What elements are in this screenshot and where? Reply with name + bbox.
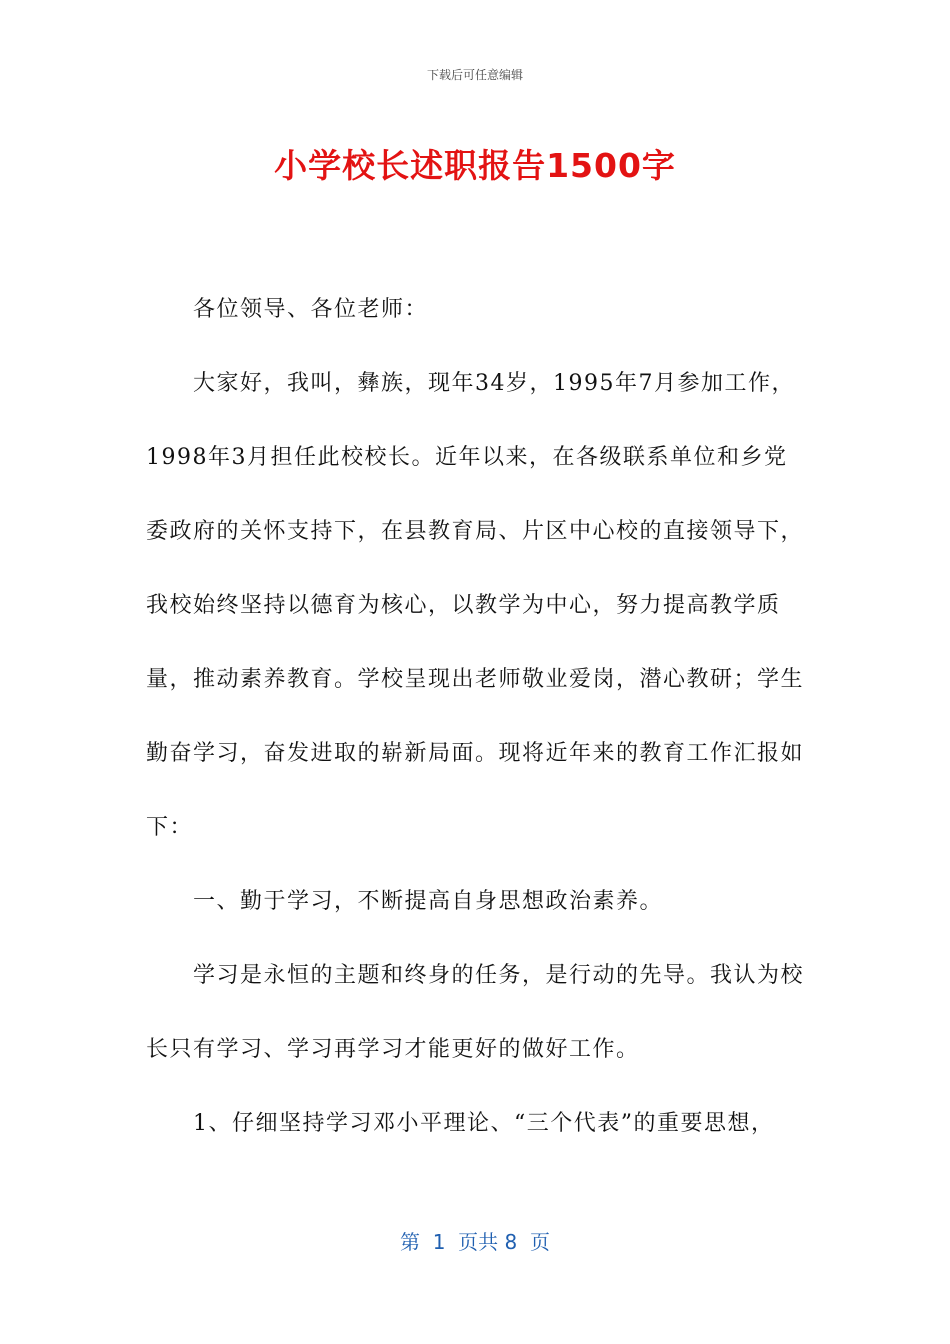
paragraph-introduction: 大家好，我叫，彝族，现年34岁，1995年7月参加工作，1998年3月担任此校校长。近年以来，在各级联系单位和乡党委政府的关怀支持下，在县教育局、片区中心校的直接领导下，我校始终坚持以德育为核心，以教学为中心，努力提高教学质量，推动素养教育。学校呈现出老师敬业爱岗，潜心教研；学生勤奋学习，奋发进取的崭新局面。现将近年来的教育工作汇报如下：	[146, 371, 805, 840]
document-body	[146, 273, 806, 1161]
section-heading-1: 一、勤于学习，不断提高自身思想政治素养。	[193, 889, 664, 914]
document-title: 小学校长述职报告1500字	[274, 146, 676, 185]
paragraph-salutation: 各位领导、各位老师：	[193, 297, 429, 322]
page-number: 第 1 页共 8 页	[400, 1230, 550, 1254]
list-item-1: 1、仔细坚持学习邓小平理论、“三个代表”的重要思想，	[193, 1111, 775, 1136]
header-note: 下载后可任意编辑	[426, 68, 523, 82]
paragraph-learning: 学习是永恒的主题和终身的任务，是行动的先导。我认为校长只有学习、学习再学习才能更好的做好工作。	[146, 963, 805, 1062]
